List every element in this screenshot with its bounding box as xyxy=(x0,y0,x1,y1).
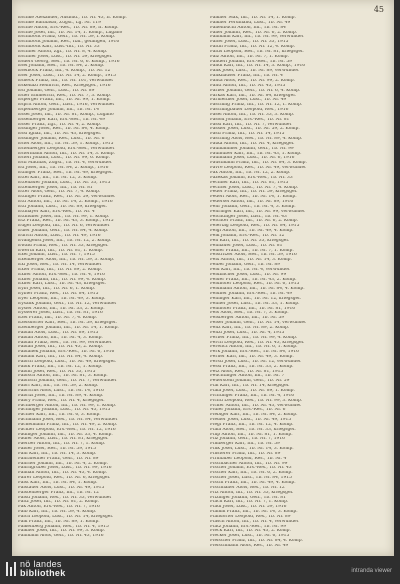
register-entry: Fenz Karl, Inf., Tb. Nr. 89, 2. Komp. xyxy=(210,326,290,330)
register-entry: Eugel Leopold, Inf., Tb. Nr. 6, verwundet xyxy=(18,224,110,229)
register-entry: Eschlböck Johann, Res., Ital., gefangen, 1916 xyxy=(18,40,120,45)
register-entry: Fitz Anton, Inf., Tb. Nr. 33, kriegsgef. xyxy=(210,490,294,495)
register-entry: Felser Johann, Gefr., Tb. Nr. 14, verwundet xyxy=(210,321,306,326)
register-entry: Eysler Anton, Inf., Tb. Nr. 33, 2. Komp. xyxy=(18,306,105,311)
register-entry: Fankhauser Franz, Inf., Tb. Nr. 4 xyxy=(210,74,283,79)
register-entry: Fahrafellner Franz, Gefr., Tb. Nr. 89 xyxy=(18,456,99,461)
register-entry: Fiala Alois, Res., Tb. Nr. 33, kriegsgef. xyxy=(210,427,296,432)
register-entry: Farnleitner Josef, Ldst., Tb. Nr. 49 xyxy=(210,98,287,103)
register-entry: Fiala Josef, Ldst., Tb. Nr. 89, 1. Komp. xyxy=(210,388,295,393)
register-entry: Ettl Anton, Inf., Tb. Nr. 14, 2. Komp., 1916 xyxy=(18,200,113,205)
register-entry: Fabianek Johann, Ers.-Res., Tb. Nr. 6, 1916 xyxy=(18,350,115,355)
text-column-right xyxy=(210,16,386,552)
register-entry: Fasching Alois, Res., Tb. Nr. 89, 4. Komp. xyxy=(210,137,303,142)
register-entry: Faitz Josef, Inf., Tb. Nr. 81, 2. Komp. xyxy=(18,500,99,505)
register-entry: Feldhofer Leopold, Res., Tb. Nr. 6, 1915 xyxy=(210,282,300,287)
register-entry: Fellner Josef, Ldst., Tb. Nr. 33, 1. Komp. xyxy=(210,301,300,306)
register-entry: Eskenazi Heinrich, Res., Kriegsgef., 1916 xyxy=(18,83,111,88)
register-entry: Fairer Leopold, Res., Tb. Nr. 6, kriegsgef. xyxy=(18,476,111,481)
register-entry: Fischbacher Anton, Inf., Tb. Nr. 99 xyxy=(210,461,288,466)
register-entry: Eschner Anton, Zgf., Tb. Nr. 8, 4. Komp. xyxy=(18,49,108,54)
register-entry: Fasel Anton, Inf., Tb. Nr. 33, 3. Komp. xyxy=(210,112,295,117)
register-entry: Falkenberg Johann, Res., Tb. Nr. 4, 1915 xyxy=(18,524,109,529)
register-entry: Faistenberger Franz, Inf., Tb. Nr. 12 xyxy=(18,490,99,495)
register-entry: Fasold Johann, Ers.-Res., Tb. Nr. 81 xyxy=(210,117,290,122)
register-entry: Falk Franz, Inf., Tb. Nr. 89, 1. Komp. xyxy=(18,519,100,524)
register-entry: Feichter Franz, Inf., Tb. Nr. 6, 2. Komp. xyxy=(210,219,298,224)
register-entry: Ferstl Josef, Ldst., Tb. Nr. 12, verwundet xyxy=(210,359,301,364)
register-entry: Fetz Alois, Res., Tb. Nr. 81, 1915 xyxy=(210,369,284,374)
register-entry: Faustmann Franz, Inf., Tb. Nr. 84, 3. Komp. xyxy=(210,161,307,166)
register-entry: Felsberger Anton, Inf., Tb. Nr. 59 xyxy=(210,316,285,321)
register-entry: Fehringer Karl, Inf., Tb. Nr. 99, verwundet xyxy=(210,209,305,214)
register-entry: Ettl Johann, Ldst., Tb. Nr. 89, kriegsgef. xyxy=(18,204,108,209)
register-entry: Feigl Anton, Inf., Tb. Nr. 49, 4. Komp. xyxy=(210,229,294,234)
register-entry: Esterl Johann, Ldst., Tb. Nr. 99, 6. Komp. xyxy=(18,156,110,161)
register-entry: Esslinger Johann, Res., Ldst., Tb. Nr. 6 xyxy=(18,137,105,142)
register-entry: Eselböck Franz, Inf., 4. Komp., Tb. Nr. 12 xyxy=(18,69,111,74)
register-entry: Felnhofer Franz, Inf., Tb. Nr. 81, 1916 xyxy=(210,306,296,311)
register-entry: Fleck Karl, Inf., Tb. Nr. 43, 2. Komp. xyxy=(210,529,291,534)
register-entry: Fabini Josef, Res., Tb. Nr. 33, 1915 xyxy=(18,369,96,374)
register-entry: Exler Franz, Inf., Tb. Nr. 89, 2. Komp. xyxy=(18,267,103,272)
register-entry: Falkner Josef, Inf., Tb. Nr. 99, 3. Komp. xyxy=(18,529,105,534)
register-entry: Fabich Leopold, Ldst., Tb. Nr. 49, kriegsgef. xyxy=(18,359,117,364)
register-entry: Fasching Franz, Inf., Tb. Nr. 12, 1. Komp. xyxy=(210,103,303,108)
page-number: 45 xyxy=(373,5,384,14)
register-entry: Eschner Josef, Ldst., Tb. Nr. 59, kriegsgef. xyxy=(18,54,113,59)
register-entry: Falb Karl, Inf., Tb. Nr. 59, 4. Komp. xyxy=(18,510,97,515)
register-entry: Falch Leopold, Ldst., Tb. Nr. 14, kriegsgef. xyxy=(18,514,114,519)
register-entry: Fazekas Johann, Ers.-Res., Tb. Nr. 33 xyxy=(210,175,293,180)
register-entry: Feix Anton, Inf., Tb. Nr. 14, 3. Komp. xyxy=(210,258,292,263)
register-entry: Fiedler Josef, Ldst., Tb. Nr. 49, 1915 xyxy=(210,418,292,423)
register-entry: Felber Johann, Gefr., Tb. Nr. 89 xyxy=(210,263,280,268)
register-entry: Faiman Anton, Inf., Tb. Nr. 43, 4. Komp. xyxy=(18,471,107,476)
register-entry: Fallenbüchl Anton, Inf., Tb. Nr. 84 xyxy=(210,25,286,30)
register-entry: Feuerstein Johann, Gefr., Tb. Nr. 59 xyxy=(210,379,290,384)
register-entry: Fackelmann Franz, Inf., Tb. Nr. 49, 2. Komp. xyxy=(18,422,118,427)
register-entry: Estenberger Leopold, Ers.-Res., verwundet xyxy=(18,146,115,151)
register-entry: Eschlböck Karl, Ldst.-Inf., Tb. Nr. 33 xyxy=(18,45,100,50)
register-entry: Fischer Johann, Ers.-Res., Tb. Nr. 43 xyxy=(210,466,292,471)
logo-line-1: nö landes xyxy=(20,559,62,569)
register-entry: Feld Karl, Inf., Tb. Nr. 4, verwundet xyxy=(210,267,290,272)
register-entry: Faschingbauer Leopold, Res., 1916 xyxy=(210,108,289,113)
register-entry: Fidler Johann, Ers.-Res., Tb. Nr. 6 xyxy=(210,408,286,413)
register-entry: Flasch Anton, Inf., Tb. Nr. 4, verwundet xyxy=(210,519,299,524)
register-entry: Fabik Franz, Inf., Tb. Nr. 12, 1. Komp. xyxy=(18,364,103,369)
register-entry: Farkas Karl, Inf., Tb. Nr. 84, kriegsgef. xyxy=(210,93,297,98)
register-entry: Federl Alois, Res., Tb. Nr. 14, 1. Komp. xyxy=(210,195,297,200)
register-entry: Filz Johann, Gefr., Tb. Nr. 7, 1916 xyxy=(210,437,285,442)
register-entry: Fitzinger Johann, Gefr., Tb. Nr. 81 xyxy=(210,495,286,500)
register-entry: Falkner Max, Inf., Tb. Nr. 14, 1. Komp. xyxy=(210,16,296,20)
register-entry: Euler Johann, Gefr., Tb. Nr. 84, 4. Komp. xyxy=(18,229,109,234)
register-entry: Felder Franz, Inf., Tb. Nr. 43, 2. Komp. xyxy=(210,277,297,282)
register-entry: Espenberger Johann, Inf., Tb. Nr. 14 xyxy=(18,108,99,113)
register-entry: Fleischer Franz, Inf., Tb. Nr. 84, 4. Komp. xyxy=(210,539,303,544)
register-entry: Fichtl Leopold, Res., Tb. Nr. 99, 3. Komp. xyxy=(210,398,303,403)
register-entry: Essl Ignaz, Inf., Tb. Nr. 43, kriegsgef. xyxy=(18,132,102,137)
register-entry: Esheck Franz, Inf., Tb. Nr. 101, verwundet xyxy=(18,78,114,83)
library-logo[interactable] xyxy=(6,560,66,578)
register-entry: Ferk Johann, Ers.-Res., Tb. Nr. 84, 1916 xyxy=(210,350,299,355)
register-entry: Fischl Franz, Inf., Tb. Nr. 49, 4. Komp. xyxy=(210,481,296,485)
viewer-label[interactable]: intranda viewer xyxy=(351,568,392,574)
register-entry: Exner Anton, Ers.-Res., Tb. Nr. 4, 1916 xyxy=(18,272,105,277)
text-column-left xyxy=(18,16,194,552)
register-entry: Feder Franz, Inf., Tb. Nr. 59, kriegsgef. xyxy=(210,190,298,195)
register-entry: Fabitsch Johann, Gefr., Tb. Nr. 7, verwundet xyxy=(18,379,117,384)
register-entry: Eschlböck Franz, Gefr., Tb. Nr. 59, I. Komp. xyxy=(18,35,116,40)
register-entry: Fabry Franz, Res., Tb. Nr. 4, kriegsgef. xyxy=(18,398,105,403)
register-entry: Faerber Anton, Inf., Tb. Nr. 7, 1. Komp. xyxy=(18,442,106,447)
register-entry: Estermann Anton, Inf., Tb. Nr. 14, 3. Komp. xyxy=(18,151,115,156)
register-entry: Fachmann Josef, Res., Tb. Nr. 84, verwundet xyxy=(18,418,118,423)
register-entry: Fallmann Alois, Gefr., Tb. Nr. 43, 1916 xyxy=(18,534,104,539)
register-entry: Fechter Josef, Ldst., Tb. Nr. 7, 4. Komp. xyxy=(210,185,299,190)
logo-text xyxy=(20,560,66,578)
register-entry: Faltis Leopold, Res., Tb. Nr. 81, kriegsgef. xyxy=(210,49,304,54)
register-entry: Fastl Franz, Inf., Tb. Nr. 14, 1915 xyxy=(210,132,285,137)
register-entry: Fadler Alois, Ldst., Tb. Nr. 81, kriegsgef. xyxy=(18,437,109,442)
register-entry: Feik Johann, Ers.-Res., Tb. Nr. 12 xyxy=(210,233,285,238)
register-entry: Feldner Johann, Ers.-Res., Tb. Nr. 49 xyxy=(210,292,292,297)
register-entry: Finsterer Franz, Inf., Tb. Nr. 89 xyxy=(210,451,281,456)
register-entry: Eschke Alexander, Ausbild., Tb. Nr. 43, II. Komp. xyxy=(18,16,127,20)
register-entry: Essinger Josef, Res., Tb. Nr. 84, 4. Komp. xyxy=(18,127,110,132)
register-entry: Firnhaber Leopold, Res., Tb. Nr. 4 xyxy=(210,456,287,461)
register-entry: Esperger Franz, Inf., Tb. Nr. 99, 1. Komp. xyxy=(18,98,111,103)
register-entry: Fladl Josef, Ldst., Tb. Nr. 59, 1916 xyxy=(210,505,287,510)
register-entry: Fessl Franz, Inf., Tb. Nr. 33, 2. Komp. xyxy=(210,364,294,369)
register-entry: Fellinger Karl, Inf., Tb. Nr. 12, kriegsgef. xyxy=(210,296,302,301)
register-entry: Ferber Franz, Inf., Tb. Nr. 99, 4. Komp. xyxy=(210,335,298,340)
register-entry: Federsel Anton, Inf., Tb. Nr. 89, 1916 xyxy=(210,200,294,205)
register-entry: Ezelsdorfer Karl, Res., Tb. Nr. 59, kriegsgef. xyxy=(18,321,117,326)
register-entry: Fassl Karl, Inf., Tb. Nr. 7, verwundet xyxy=(210,122,292,127)
register-entry: Fachinger Johann, Ldst., Tb. Nr. 43, 1915 xyxy=(18,408,111,413)
register-entry: Eschle Josef, Inf., Tb. Nr. 14, 1. Komp., Lugano xyxy=(18,30,123,35)
register-entry: Fehr Johann, Gefr., Tb. Nr. 4, 3. Komp. xyxy=(210,204,296,209)
register-entry: Flach Karl, Inf., Tb. Nr. 7, 1. Komp. xyxy=(210,500,289,505)
register-entry: Etlinger Franz, Res., Tb. Nr. 49, kriegsgef. xyxy=(18,171,113,175)
viewer-footer xyxy=(0,556,400,584)
register-entry: Ficker Anton, Inf., Tb. Nr. 43, verwundet xyxy=(210,403,301,408)
register-entry: Fimberger Karl, Inf., Tb. Nr. 59 xyxy=(210,442,280,447)
register-entry: Feichtinger Josef, Ldst., Tb. Nr. 43 xyxy=(210,214,287,219)
register-entry: Ferch Leopold, Res., Tb. Nr. 43, kriegsgef. xyxy=(210,340,305,345)
register-entry: Feiner Franz, Inf., Tb. Nr. 7, 1. Komp. xyxy=(210,248,294,253)
register-entry: Fabian Anton, Inf., Tb. Nr. 4, 3. Komp. xyxy=(18,335,103,340)
register-entry: Fabisch Anton, Inf., Tb. Nr. 81, 3. Komp. xyxy=(18,374,108,379)
register-entry: Fadinger Johann, Inf., Tb. Nr. 33, 4. Komp. xyxy=(18,432,113,437)
register-entry: Feiertag Leopold, Res., Tb. Nr. 84, 1915 xyxy=(210,224,300,229)
register-entry: Esel Johann, Res., Tb. Nr. 84, 2. Komp. xyxy=(18,64,105,69)
register-entry: Fabiani Karl, Inf., Tb. Nr. 84, 4. Komp. xyxy=(18,355,104,360)
register-entry: Farber Johann, Gefr., Tb. Nr. 6, 4. Komp. xyxy=(210,88,301,93)
register-entry: Feldmann Anton, Inf., Tb. Nr. 84, 4. Komp. xyxy=(210,287,305,292)
register-entry: Ettel Karl, Inf., Tb. Nr. 12, 3. Komp. xyxy=(18,175,98,180)
logo-line-2: bibliothek xyxy=(20,568,66,578)
register-entry: Fichtinger Franz, Inf., Tb. Nr. 4, 1916 xyxy=(210,393,295,398)
register-entry: Fallmann Karl, Inf., Tb. Nr. 99, verwundet xyxy=(210,35,304,40)
register-entry: Fiegl Franz, Inf., Tb. Nr. 12, 4. Komp. xyxy=(210,422,294,427)
register-entry: Fabian Josef, Inf., Tb. Nr. 43, 2. Komp. xyxy=(18,345,104,350)
register-entry: Eschle Anton, Ers.-Res., Tb. Nr. 89, II. Komp. xyxy=(18,25,119,30)
register-entry: Fak Anton, Ers.-Res., Tb. Nr. 7, 1916 xyxy=(18,505,100,510)
register-entry: Fischer Karl, Inf., Tb. Nr. 6, 2. Komp. xyxy=(210,471,293,476)
register-entry: Esl Johann, Gefr., Ldst., Tb. Nr. 89 xyxy=(18,88,95,93)
register-entry: Fachler Karl, Inf., Tb. Nr. 6, 3. Komp. xyxy=(18,413,101,418)
register-entry: Faller Johann, Res., Tb. Nr. 6, 2. Komp. xyxy=(210,30,298,35)
register-entry: Feil Karl, Inf., Tb. Nr. 33, kriegsgef. xyxy=(210,238,290,243)
register-entry: Falkner Ferdinand, Ldst., Tb. Nr. 49 xyxy=(210,20,291,25)
register-entry: Fleischmann Alois, Res., Tb. Nr. 49 xyxy=(210,543,289,548)
register-entry: Flecker Josef, Ldst., Tb. Nr. 6, 1915 xyxy=(210,534,290,539)
register-entry: Essel Josef, Inf., Tb. Nr. 81, Komp., Lugano xyxy=(18,112,114,117)
register-entry: Ettenberger Josef, Inf., Tb. Nr. 81 xyxy=(18,185,93,190)
register-entry: Eybl Josef, Inf., Tb. Nr. 6, 1. Komp. xyxy=(18,287,96,292)
register-entry: Fink Josef, Ldst., Tb. Nr. 14, 3. Komp. xyxy=(210,447,294,452)
register-entry: Etz Franz, Res., Tb. Nr. 43, 3. Komp., 1915 xyxy=(18,219,114,224)
register-entry: Faulmann Josef, Ldst., Tb. Nr. 6, 1916 xyxy=(210,156,295,161)
register-entry: Flatz Johann, Ers.-Res., Tb. Nr. 99 xyxy=(210,524,286,529)
register-entry: Esler Emmerich, Res., Tb. Nr. 7, 3. Komp. xyxy=(18,93,112,98)
register-entry: Faulhammer Johann, Gefr., Tb. Nr. 99 xyxy=(210,146,294,151)
register-entry: Fank Josef, Ldst., Tb. Nr. 89, verwundet xyxy=(210,69,299,74)
register-entry: Esders Georg, Res., Tb. Nr. 6, 6. Komp., 1916 xyxy=(18,59,120,64)
register-entry: Fatka Anton, Inf., Tb. Nr. 4, kriegsgef. xyxy=(210,141,295,146)
register-entry: Fabrizi Josef, Inf., Tb. Nr. 89, 4. Komp. xyxy=(18,393,104,398)
register-entry: Ettmüller Josef, Inf., Tb. Nr. 99, 1. Komp. xyxy=(18,214,110,219)
register-entry: Ettmayer Karl, Ers.-Res., Tb. Nr. 4 xyxy=(18,209,95,214)
register-entry: Eurich Anton, Ldst., Tb. Nr. 49, 1916 xyxy=(18,233,101,238)
register-entry: Eysserer Josef, Ldst., Tb. Nr. 81, 1916 xyxy=(18,311,103,316)
register-entry: Evangelist Josef, Inf., Tb. Nr. 12, 2. Komp. xyxy=(18,238,112,243)
register-entry: Estel Alois, Inf., Tb. Nr. 59, 1. Komp., 1915 xyxy=(18,141,114,146)
register-entry: Fandl Karl, Inf., Tb. Nr. 14, 3. Komp., 1916 xyxy=(210,64,306,69)
register-entry: Esser Franz, Zgf., Tb. Nr. 4, 2. Komp. xyxy=(18,122,102,127)
register-entry: Estl Mathias, Zugsf., Tb. Nr. 4, verwundet xyxy=(18,161,112,166)
register-entry: Fiebiger Karl, Inf., Tb. Nr. 84, 2. Komp. xyxy=(210,413,298,418)
register-entry: Etter Alois, Gefr., Tb. Nr. 7, 4. Komp. xyxy=(18,190,101,195)
register-entry: Ferencz Anton, Inf., Tb. Nr. 6, 1. Komp. xyxy=(210,345,298,350)
scanned-page xyxy=(12,0,394,556)
register-entry: Flamm Franz, Inf., Tb. Nr. 14, 3. Komp. xyxy=(210,510,298,515)
register-entry: Ettenauer Johann, Ldst., Tb. Nr. 33, 1915 xyxy=(18,180,111,185)
register-entry: Eybler Franz, Res., Tb. Nr. 84, 1915 xyxy=(18,292,99,297)
register-entry: Favre Leopold, Res., Tb. Nr. 49, verwundet xyxy=(210,166,306,171)
register-entry: Fabricius Alois, Ldst., Tb. Nr. 14, 1916 xyxy=(18,388,104,393)
register-entry: Fassler Josef, Ldst., Tb. Nr. 59, 2. Komp. xyxy=(210,127,300,132)
register-entry: Fechner Karl, Inf., Tb. Nr. 81, 1915 xyxy=(210,180,289,185)
register-entry: Exner Johann, Inf., Tb. Nr. 99, 4. Komp. xyxy=(18,277,107,282)
register-entry: Esprit Anton, Gefr., Ldst., 1916, verwundet xyxy=(18,103,115,108)
register-entry: Falz Anton, Inf., Tb. Nr. 7, 1. Komp. xyxy=(210,54,289,59)
register-entry: Fischer Josef, Ldst., Tb. Nr. 84, 1915 xyxy=(210,476,292,481)
register-entry: Fäßler Josef, Res., Tb. Nr. 59, 1915 xyxy=(18,447,96,452)
register-entry: Ezel Franz, Inf., Tb. Nr. 7, 4. Komp. xyxy=(18,316,97,321)
register-entry: Ettinger Franz, Res., Tb. Nr. 59, verwundet xyxy=(18,195,115,200)
register-entry: Fackler Leopold, Ers.-Res., Tb. Nr. 12, 1916 xyxy=(18,427,116,432)
register-entry: Exl Josef, Res., Tb. Nr. 14, verwundet xyxy=(18,263,102,268)
logo-mark-icon xyxy=(6,562,16,576)
register-entry: Ewerth Karl, Inf., Tb. Nr. 81, 1. Komp. xyxy=(18,248,103,253)
register-entry: Eschke Balthasar, Zugsf., Lg. Nr. 119 xyxy=(18,20,101,25)
register-entry: Feldbacher Josef, Ldst., Tb. Nr. 99 xyxy=(210,272,287,277)
register-entry: Fial Karl, Inf., Tb. Nr. 14, kriegsgef. xyxy=(210,384,290,389)
register-entry: Fabri Karl, Inf., Tb. Nr. 59, 2. Komp. xyxy=(18,384,99,389)
register-entry: Exner Karl, Ldst., Tb. Nr. 43, kriegsgef. xyxy=(18,282,106,287)
register-entry: Eysank Johann, Gefr., Tb. Nr. 12, verwundet xyxy=(18,301,117,306)
register-entry: Flandorfer Leopold, Res., Tb. Nr. 89 xyxy=(210,514,291,519)
register-entry: Fahrner Johann, Inf., Tb. Nr. 4, 2. Komp. xyxy=(18,461,108,466)
register-entry: Fachberger Anton, Inf., Tb. Nr. 99, 1. Komp. xyxy=(18,403,117,408)
register-entry: Fels Alois, Res., Tb. Nr. 7, 3. Komp. xyxy=(210,311,289,316)
register-entry: Fax Anton, Inf., Tb. Nr. 12, 2. Komp. xyxy=(210,171,291,175)
register-entry: Fantl Anton, Inf., Tb. Nr. 43, 1915 xyxy=(210,83,286,88)
register-entry: Fahrngruber Josef, Ldst., Tb. Nr. 99, 1916 xyxy=(18,466,112,471)
register-entry: Eyer Leopold, Inf., Tb. Nr. 49, 3. Komp. xyxy=(18,296,106,301)
register-entry: Falter Josef, Ldst., Tb. Nr. 33, 1915 xyxy=(210,40,289,45)
register-entry: Fabian Franz, Res., Tb. Nr. 99, verwundet xyxy=(18,340,112,345)
register-entry: Faistauer Alois, Ldst., Tb. Nr. 49, 1915 xyxy=(18,485,105,490)
register-entry: Fanta Alois, Res., Tb. Nr. 99, 2. Komp. xyxy=(210,78,295,83)
register-entry: Fenzl Josef, Ldst., Tb. Nr. 4, 1915 xyxy=(210,330,285,335)
register-entry: Faistl Johann, Res., Tb. Nr. 33, verwundet xyxy=(18,495,112,500)
register-entry: Ewald Franz, Res., Tb. Nr. 33, kriegsgef. xyxy=(18,243,109,248)
register-entry: Fanderl Johann, Ers.-Res., Tb. Nr. 59 xyxy=(210,59,292,64)
register-entry: Faltin Franz, Inf., Tb. Nr. 12, 4. Komp. xyxy=(210,45,295,50)
register-entry: Faist Karl, Inf., Tb. Nr. 84, 1. Komp. xyxy=(18,481,98,485)
register-entry: Ezenberger Johann, Inf., Tb. Nr. 14, 1. Komp. xyxy=(18,326,119,330)
register-entry: Essenberger Karl, Ers.-Res., Tb. Nr. 49 xyxy=(18,117,105,122)
register-entry: Feistritzer Alois, Res., Tb. Nr. 59, 1916 xyxy=(210,253,297,258)
register-entry: Feilhauer Josef, Ldst., Tb. Nr. 81 xyxy=(210,243,283,248)
register-entry: Exel Johann, Ldst., Tb. Nr. 7, 1915 xyxy=(18,253,95,258)
register-entry: Fahl Karl, Inf., Tb. Nr. 14, 3. Komp. xyxy=(18,451,97,456)
register-entry: Faulhuber Karl, Inf., Tb. Nr. 43, 1. Komp. xyxy=(210,151,302,156)
register-entry: Filip Anton, Inf., Tb. Nr. 81, 1. Komp. xyxy=(210,432,293,437)
register-entry: Eser Josef, Ldst., Tb. Nr. 14, 2. Komp., 1915 xyxy=(18,74,116,79)
register-entry: Feuchtinger Anton, Inf., Tb. Nr. 7 xyxy=(210,374,285,379)
register-entry: Fabian Alois, Ldst., Tb. Nr. 89, 1915 xyxy=(18,330,99,335)
register-entry: Fischnaller Alois, Res., Tb. Nr. 12 xyxy=(210,485,285,490)
register-entry: Exenberger Alois, Inf., Tb. Nr. 59, 3. Komp. xyxy=(18,258,115,263)
register-entry: Etl Josef, Inf., Tb. Nr. 84, 2. Komp., 1916 xyxy=(18,166,109,171)
register-entry: Ferner Karl, Inf., Tb. Nr. 49, 3. Komp. xyxy=(210,355,294,360)
